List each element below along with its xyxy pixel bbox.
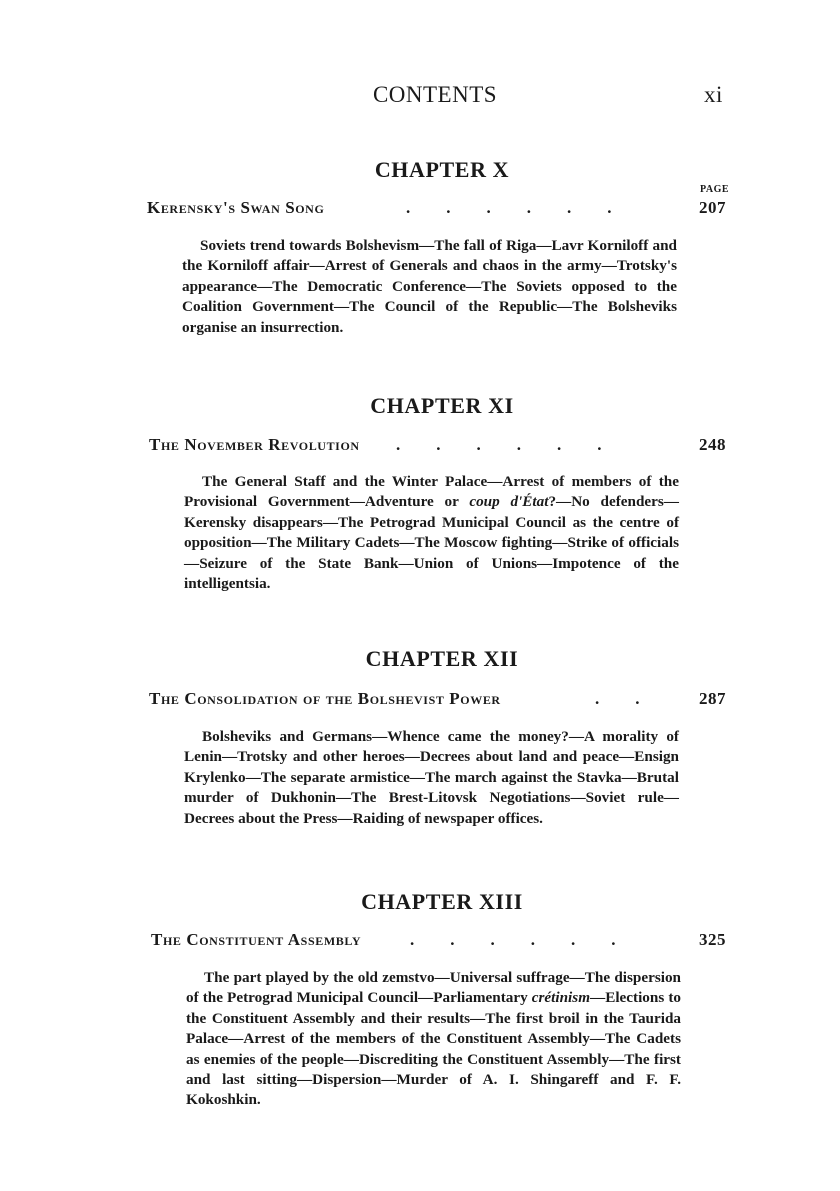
chapter-heading: CHAPTER XII xyxy=(365,646,519,671)
leader-dots: .. xyxy=(595,689,676,708)
chapter-summary-text xyxy=(186,968,681,1111)
chapter-page-number: 287 xyxy=(699,689,726,708)
toc-entry xyxy=(0,930,840,954)
toc-entry xyxy=(0,198,840,222)
summary-italic-phrase: crétinism xyxy=(531,989,591,1007)
chapter-heading: CHAPTER XIII xyxy=(361,889,523,914)
summary-text-part: The General Staff and the Winter Palace—Arrest of members of the Provisional Government—Adventure or xyxy=(184,473,679,511)
toc-entry xyxy=(0,435,840,459)
chapter-page-number: 325 xyxy=(699,930,726,949)
page-column-label: PAGE xyxy=(700,184,730,195)
chapter-title: The Consolidation of the Bolshevist Power xyxy=(149,689,501,708)
chapter-summary xyxy=(182,236,677,338)
running-head-title: CONTENTS xyxy=(372,82,498,107)
chapter-heading: CHAPTER X xyxy=(374,157,510,182)
chapter-title: The Constituent Assembly xyxy=(151,930,362,949)
toc-entry xyxy=(0,689,840,713)
chapter-heading: CHAPTER XI xyxy=(370,393,514,418)
chapter-summary-text: Soviets trend towards Bolshevism—The fall of Riga—Lavr Korniloff and the Korniloff affair—Arrest of Generals and chaos in the army—Trotsky's appearance—The Democratic Conference—The Soviets opposed to the Coalition Government—The Council of the Republic—The Bolsheviks organise an insurrection. xyxy=(182,237,677,336)
chapter-summary xyxy=(186,968,681,1111)
chapter-title: Kerensky's Swan Song xyxy=(147,198,325,217)
leader-dots: ...... xyxy=(410,930,652,949)
leader-dots: ...... xyxy=(406,198,648,217)
running-head-page-number: xi xyxy=(704,82,723,107)
chapter-title: The November Revolution xyxy=(149,435,360,454)
chapter-summary xyxy=(184,472,679,594)
summary-text-part: ?—No defenders—Kerensky disappears—The Petrograd Municipal Council as the centre of opposition—The Military Cadets—The Moscow fighting—Strike of officials—Seizure of the State Bank—Union of Unions—Impotence of the intelligentsia. xyxy=(184,493,679,593)
chapter-page-number: 248 xyxy=(699,435,726,454)
summary-italic-phrase: coup d'État xyxy=(469,493,549,511)
summary-text-part: The part played by the old zemstvo—Universal suffrage—The dispersion of the Petrograd Municipal Council—Parliamentary xyxy=(186,969,681,1007)
summary-text-part: —Elections to the Constituent Assembly and their results—The first broil in the Taurida Palace—Arrest of the members of the Constituent Assembly—The Cadets as enemies of the people—Discrediting the Constituent Assembly—The first and last sitting—Dispersion—Murder of A. I. Shingareff and F. F. Kokoshkin. xyxy=(186,989,681,1109)
leader-dots: ...... xyxy=(396,435,638,454)
chapter-summary-text xyxy=(184,472,679,594)
chapter-page-number: 207 xyxy=(699,198,726,217)
chapter-summary-text: Bolsheviks and Germans—Whence came the money?—A morality of Lenin—Trotsky and other heroes—Decrees about land and peace—Ensign Krylenko—The separate armistice—The march against the Stavka—Brutal murder of Dukhonin—The Brest-Litovsk Negotiations—Soviet rule—Decrees about the Press—Raiding of newspaper offices. xyxy=(184,728,679,827)
chapter-summary xyxy=(184,727,679,829)
